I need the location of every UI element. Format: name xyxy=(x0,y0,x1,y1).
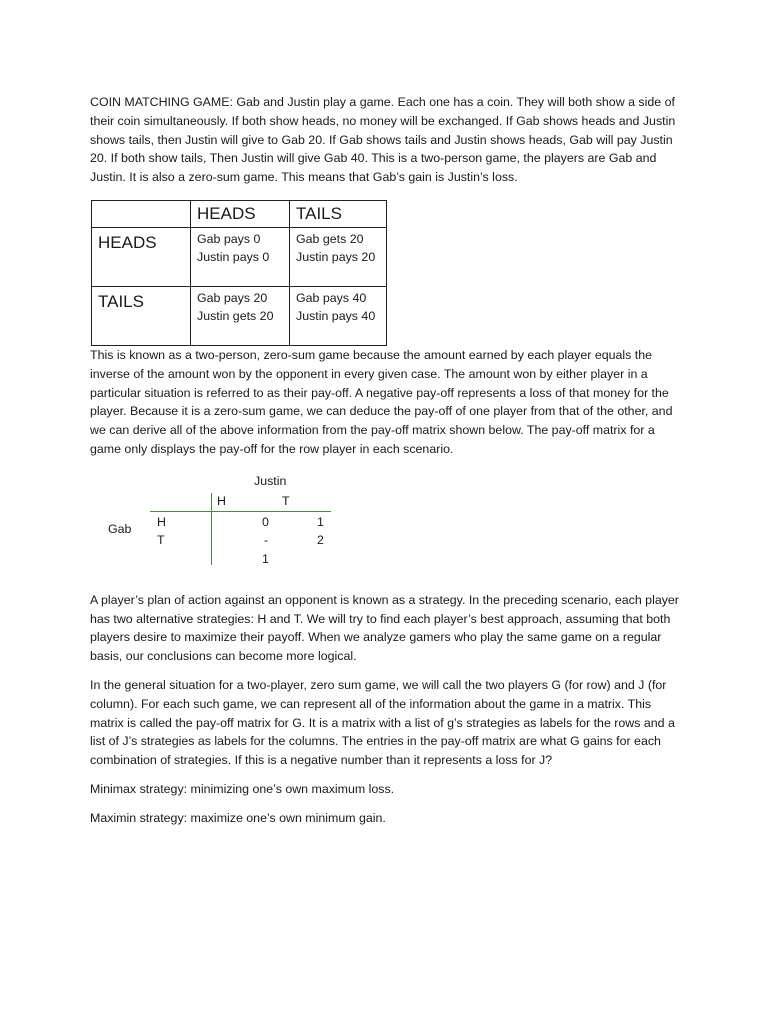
document-page xyxy=(90,93,680,838)
cell-tails-tails: Gab pays 40 Justin pays 40 xyxy=(290,286,387,345)
matrix-col-label-h: H xyxy=(217,493,226,508)
matrix-value: - xyxy=(264,532,269,547)
column-header-heads: HEADS xyxy=(191,200,290,227)
matrix-value: 2 xyxy=(317,532,324,547)
cell-heads-tails: Gab gets 20 Justin pays 20 xyxy=(290,227,387,286)
zero-sum-paragraph: This is known as a two-person, zero-sum game because the amount earned by each player equals the inverse of the amount won by the opponent in every given case. The amount won by either player in a particular situation is referred to as their pay-off. A negative pay-off represents a loss of that money for the player. Because it is a zero-sum game, we can deduce the pay-off of one player from that of the other, and we can derive all of the above information from the pay-off matrix shown below. The pay-off matrix for a game only displays the pay-off for the row player in each scenario. xyxy=(90,347,673,456)
row-header-heads: HEADS xyxy=(92,227,191,286)
matrix-horizontal-rule xyxy=(150,511,331,512)
table-row-tails xyxy=(92,286,387,345)
general-situation-paragraph: In the general situation for a two-player, zero sum game, we will call the two players G (for row) and J (for column). For each such game, we can represent all of the information about the game in a matrix. This matrix is called the pay-off matrix for G. It is a matrix with a list of g’s strategies as labels for the rows and a list of J’s strategies as labels for the columns. The entries in the pay-off matrix are what G gains for each combination of strategies. If this is a negative number than it represents a loss for J? xyxy=(90,677,675,768)
matrix-vertical-rule xyxy=(211,493,212,565)
matrix-value: 1 xyxy=(317,514,324,529)
matrix-row-player: Gab xyxy=(108,521,132,536)
matrix-row-label-t: T xyxy=(157,532,165,547)
payoff-matrix xyxy=(90,473,680,591)
matrix-value: 0 xyxy=(262,514,269,529)
minimax-definition: Minimax strategy: minimizing one’s own maximum loss. xyxy=(90,781,395,796)
intro-paragraph: COIN MATCHING GAME: Gab and Justin play a game. Each one has a coin. They will both show a side of their coin simultaneously. If both show heads, no money will be exchanged. If Gab shows heads and Justin shows tails, then Justin will give to Gab 20. If Gab shows tails and Justin shows heads, Gab will pay Justin 20. If both show tails, Then Justin will give Gab 40. This is a two-person game, the players are Gab and Justin. It is also a zero-sum game. This means that Gab’s gain is Justin’s loss. xyxy=(90,95,676,185)
cell-heads-heads: Gab pays 0 Justin pays 0 xyxy=(191,227,290,286)
maximin-definition: Maximin strategy: maximize one’s own minimum gain. xyxy=(90,810,386,825)
row-header-tails: TAILS xyxy=(92,286,191,345)
matrix-column-player: Justin xyxy=(254,473,287,488)
game-outcome-table xyxy=(91,200,387,346)
table-row-heads xyxy=(92,227,387,286)
matrix-col-label-t: T xyxy=(282,493,290,508)
matrix-value: 1 xyxy=(262,551,269,566)
column-header-tails: TAILS xyxy=(290,200,387,227)
table-corner-cell xyxy=(92,200,191,227)
matrix-row-label-h: H xyxy=(157,514,166,529)
strategy-paragraph: A player’s plan of action against an opponent is known as a strategy. In the preceding scenario, each player has two alternative strategies: H and T. We will try to find each player’s best approach, assuming that both players desire to maximize their payoff. When we analyze gamers who play the same game on a regular basis, our conclusions can become more logical. xyxy=(90,592,679,664)
table-header-row xyxy=(92,200,387,227)
cell-tails-heads: Gab pays 20 Justin gets 20 xyxy=(191,286,290,345)
